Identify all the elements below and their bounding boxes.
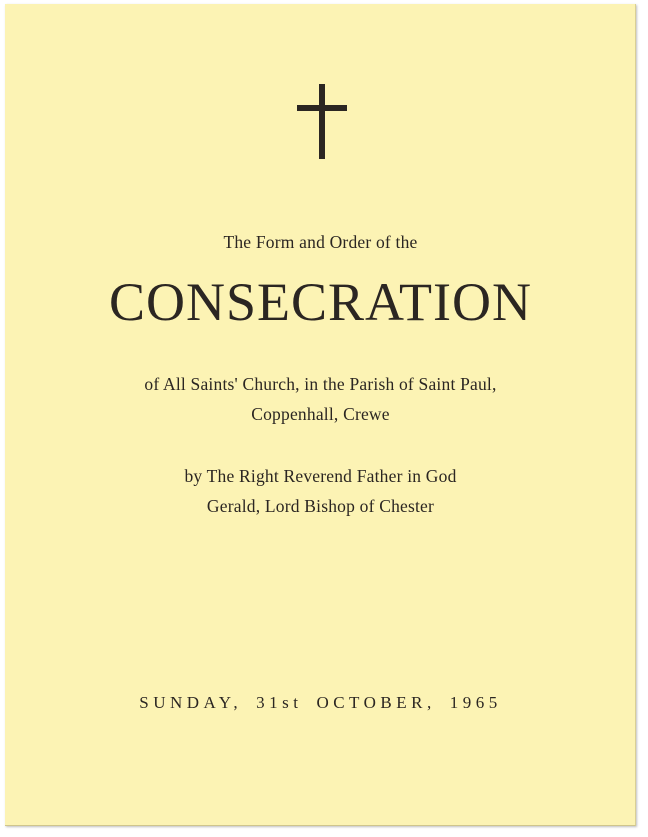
date-month: OCTOBER, [316, 693, 436, 712]
date-year: 1965 [449, 693, 502, 712]
officiant-line-2: Gerald, Lord Bishop of Chester [206, 496, 435, 516]
date-day: SUNDAY, [139, 693, 243, 712]
church-line-1: of All Saints' Church, in the Parish of Saint Paul, [144, 374, 497, 394]
latin-cross-icon [297, 84, 347, 159]
service-date [5, 693, 636, 713]
date-ordinal: 31st [256, 693, 303, 712]
church-line-2: Coppenhall, Crewe [251, 404, 390, 424]
order-of-service-cover [5, 4, 636, 826]
heading-title: CONSECRATION [108, 272, 533, 332]
officiant-line-1: by The Right Reverend Father in God [184, 466, 457, 486]
cross-beam [297, 105, 347, 111]
heading-intro: The Form and Order of the [223, 232, 418, 252]
cross-upright [319, 84, 325, 159]
